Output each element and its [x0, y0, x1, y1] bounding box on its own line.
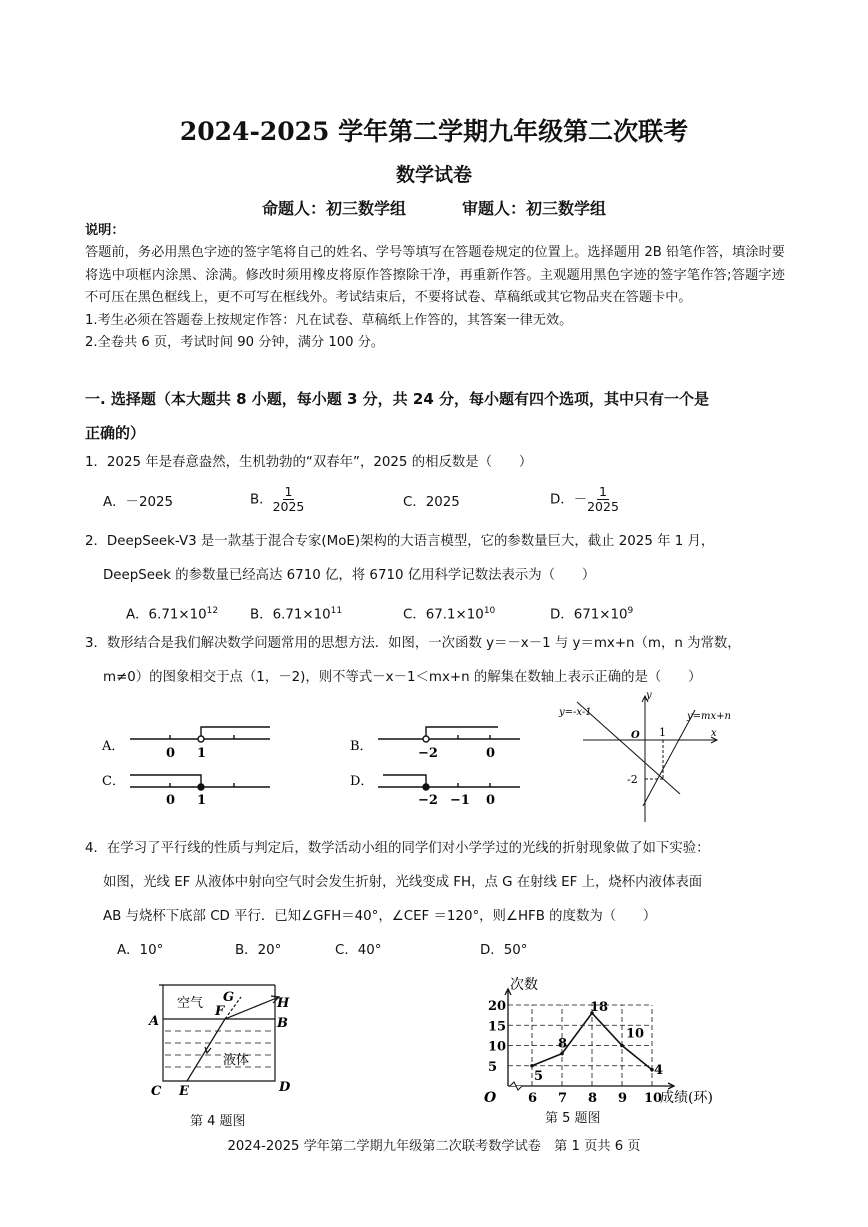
data-label: 5: [534, 1068, 544, 1084]
q3-b-tick1: 0: [486, 746, 496, 761]
q4-caption: 第 4 题图: [190, 1114, 246, 1129]
section-heading-line2: 正确的）: [85, 424, 146, 442]
x-axis-label: 成绩(环): [660, 1090, 713, 1106]
chart-grid: [508, 1005, 652, 1086]
xtick-label: 10: [644, 1091, 663, 1106]
label-liquid: 液体: [223, 1053, 250, 1068]
section-heading: [85, 382, 790, 450]
q3-number-lines: [100, 715, 540, 815]
y-axis-label: 次数: [510, 977, 538, 993]
graph-label-o: O: [631, 730, 640, 741]
graph-label-neg2: -2: [627, 773, 638, 786]
q2-b-text: B．6.71×10: [250, 607, 331, 623]
q2-line2: DeepSeek 的参数量已经高达 6710 亿，将 6710 亿用科学记数法表示为（ ）: [103, 568, 596, 583]
data-label: 4: [654, 1062, 664, 1078]
page-footer: 2024-2025 学年第二学期九年级第二次联考数学试卷 第 1 页共 6 页: [227, 1139, 641, 1154]
point-e: E: [179, 1084, 189, 1099]
q2-option-a[interactable]: [126, 600, 218, 627]
axis-break: [510, 1082, 522, 1090]
q1-option-d[interactable]: [550, 485, 619, 514]
q3-label-d[interactable]: D．: [350, 774, 374, 789]
data-point: [560, 1052, 564, 1056]
q3-d-tick0: −2: [418, 793, 438, 808]
q1-option-b[interactable]: [250, 485, 304, 514]
q3-function-graph: [555, 688, 755, 828]
exam-title: 2024-2025 学年第二学期九年级第二次联考: [179, 117, 689, 146]
label-air: 空气: [177, 996, 204, 1011]
data-label: 18: [590, 1000, 609, 1016]
q2-c-text: C．67.1×10: [403, 607, 484, 623]
q1-b-denominator: 2025: [272, 499, 305, 514]
q4-option-c[interactable]: C．40°: [335, 943, 382, 958]
q1-b-label: B．: [250, 492, 273, 508]
q5-caption: 第 5 题图: [545, 1111, 601, 1126]
q3-numberline-b: [378, 727, 520, 742]
q3-b-tick0: −2: [418, 746, 438, 761]
graph-label-x: x: [711, 728, 717, 739]
q2-option-c[interactable]: [403, 600, 495, 627]
q3-numberline-c: [130, 775, 270, 790]
q4-option-a[interactable]: A．10°: [117, 943, 164, 958]
q3-label-b[interactable]: B．: [350, 739, 373, 754]
q3-c-tick1: 1: [197, 793, 207, 808]
point-f: F: [215, 1004, 225, 1019]
q3-a-tick1: 1: [197, 746, 207, 761]
q3-c-tick0: 0: [166, 793, 176, 808]
q2-d-exp: 9: [627, 606, 634, 616]
q4-option-b[interactable]: B．20°: [235, 943, 282, 958]
q1-option-a[interactable]: A．－2025: [103, 495, 174, 510]
q1-d-label: D．－: [550, 492, 588, 508]
ray-ef-arrow: [205, 1047, 211, 1053]
author: 命题人：初三数学组: [261, 199, 406, 218]
q1-d-fraction: [587, 485, 619, 514]
q2-option-b[interactable]: [250, 600, 342, 627]
graph-label-f1: y=-x-1: [559, 707, 592, 718]
reviewer: 审题人：初三数学组: [462, 199, 607, 218]
q3-numberline-d: [378, 775, 520, 790]
q3-numberline-a: [130, 727, 270, 742]
ytick-label: 10: [488, 1039, 507, 1055]
point-d: D: [279, 1080, 291, 1095]
q1-d-numerator: 1: [599, 484, 607, 499]
q3-a-tick0: 0: [166, 746, 176, 761]
q3-d-tick2: 0: [486, 793, 496, 808]
exam-subtitle: 数学试卷: [395, 164, 472, 186]
data-point: [620, 1044, 624, 1048]
note-1: 1.考生必须在答题卷上按规定作答：凡在试卷、草稿纸上作答的，其答案一律无效。: [85, 312, 573, 328]
xtick-label: 6: [528, 1091, 538, 1106]
q1-b-fraction: [273, 485, 305, 514]
notes-block: [85, 242, 785, 355]
data-label: 8: [558, 1036, 568, 1052]
q1-stem: 1．2025 年是春意盎然，生机勃勃的“双春年”，2025 的相反数是（ ）: [85, 455, 533, 470]
q3-d-tick1: −1: [450, 793, 470, 808]
xtick-label: 9: [618, 1091, 628, 1106]
q2-d-text: D．671×10: [550, 607, 628, 623]
q5-line-chart: [470, 960, 730, 1110]
q1-option-c[interactable]: C．2025: [403, 495, 460, 510]
data-point: [530, 1064, 534, 1068]
authors-line: [0, 196, 868, 219]
q3-label-c[interactable]: C．: [102, 774, 125, 789]
q3-label-a[interactable]: A．: [102, 739, 125, 754]
data-label: 10: [626, 1026, 645, 1042]
section-heading-line1: 一. 选择题（本大题共 8 小题，每小题 3 分，共 24 分，每小题有四个选项，其中只有一个是: [85, 390, 710, 408]
q1-d-denominator: 2025: [587, 499, 619, 514]
q3-option-labels: [101, 739, 373, 789]
graph-label-f2: y=mx+n: [687, 711, 731, 722]
q3-line2: m≠0）的图象相交于点（1，－2)，则不等式－x－1＜mx+n 的解集在数轴上表示正确的是（ ）: [103, 670, 702, 685]
graph-label-1: 1: [659, 726, 666, 739]
line-mx-plus-n: [643, 710, 695, 806]
q4-line1: 4．在学习了平行线的性质与判定后，数学活动小组的同学们对小学学过的光线的折射现象做了如下实验：: [85, 841, 710, 856]
q2-c-exp: 10: [483, 606, 496, 616]
notes-heading: 说明：: [85, 223, 125, 238]
notes-paragraph: 答题前，务必用黑色字迹的签字笔将自己的姓名、学号等填写在答题卷规定的位置上。选择题用 2B 铅笔作答，填涂时要将选中项框内涂黑、涂满。修改时须用橡皮将原作答擦除干净，再重新作答。主观题用黑色字迹的签字笔作答;答题字迹不可压在黑色框线上，更不可写在框线外。考试结束后，不要将试卷、草稿纸或其它物品夹在答题卡中。: [85, 245, 785, 305]
ytick-label: 20: [488, 999, 507, 1014]
origin-label: O: [484, 1090, 497, 1106]
liquid-dashes: [165, 1031, 273, 1067]
q2-b-exp: 11: [330, 606, 343, 616]
q3-line1: 3．数形结合是我们解决数学问题常用的思想方法．如图，一次函数 y＝－x－1 与 y＝mx+n（m，n 为常数，: [85, 636, 741, 651]
q2-a-exp: 12: [206, 606, 219, 616]
q4-line2: 如图，光线 EF 从液体中射向空气时会发生折射，光线变成 FH，点 G 在射线 EF 上，烧杯内液体表面: [103, 875, 703, 890]
note-2: 2.全卷共 6 页，考试时间 90 分钟，满分 100 分。: [85, 335, 385, 350]
q1-b-numerator: 1: [284, 484, 293, 499]
q4-option-d[interactable]: D．50°: [480, 943, 528, 958]
q2-option-d[interactable]: [550, 600, 633, 627]
ytick-label: 15: [488, 1019, 507, 1035]
ytick-label: 5: [488, 1059, 498, 1075]
xtick-label: 8: [588, 1091, 598, 1106]
graph-label-y: y: [646, 690, 652, 701]
point-g: G: [223, 990, 235, 1005]
q2-line1: 2．DeepSeek-V3 是一款基于混合专家(MoE)架构的大语言模型，它的参数量巨大，截止 2025 年 1 月，: [85, 534, 715, 549]
point-c: C: [151, 1084, 162, 1099]
point-a: A: [149, 1014, 160, 1029]
point-h: H: [277, 996, 290, 1011]
q2-a-text: A．6.71×10: [126, 607, 207, 623]
q4-line3: AB 与烧杯下底部 CD 平行．已知∠GFH＝40°，∠CEF ＝120°，则∠HFB 的度数为（ ）: [103, 909, 657, 924]
point-b: B: [277, 1016, 288, 1031]
xtick-label: 7: [558, 1091, 568, 1106]
q4-beaker-figure: [145, 975, 305, 1103]
